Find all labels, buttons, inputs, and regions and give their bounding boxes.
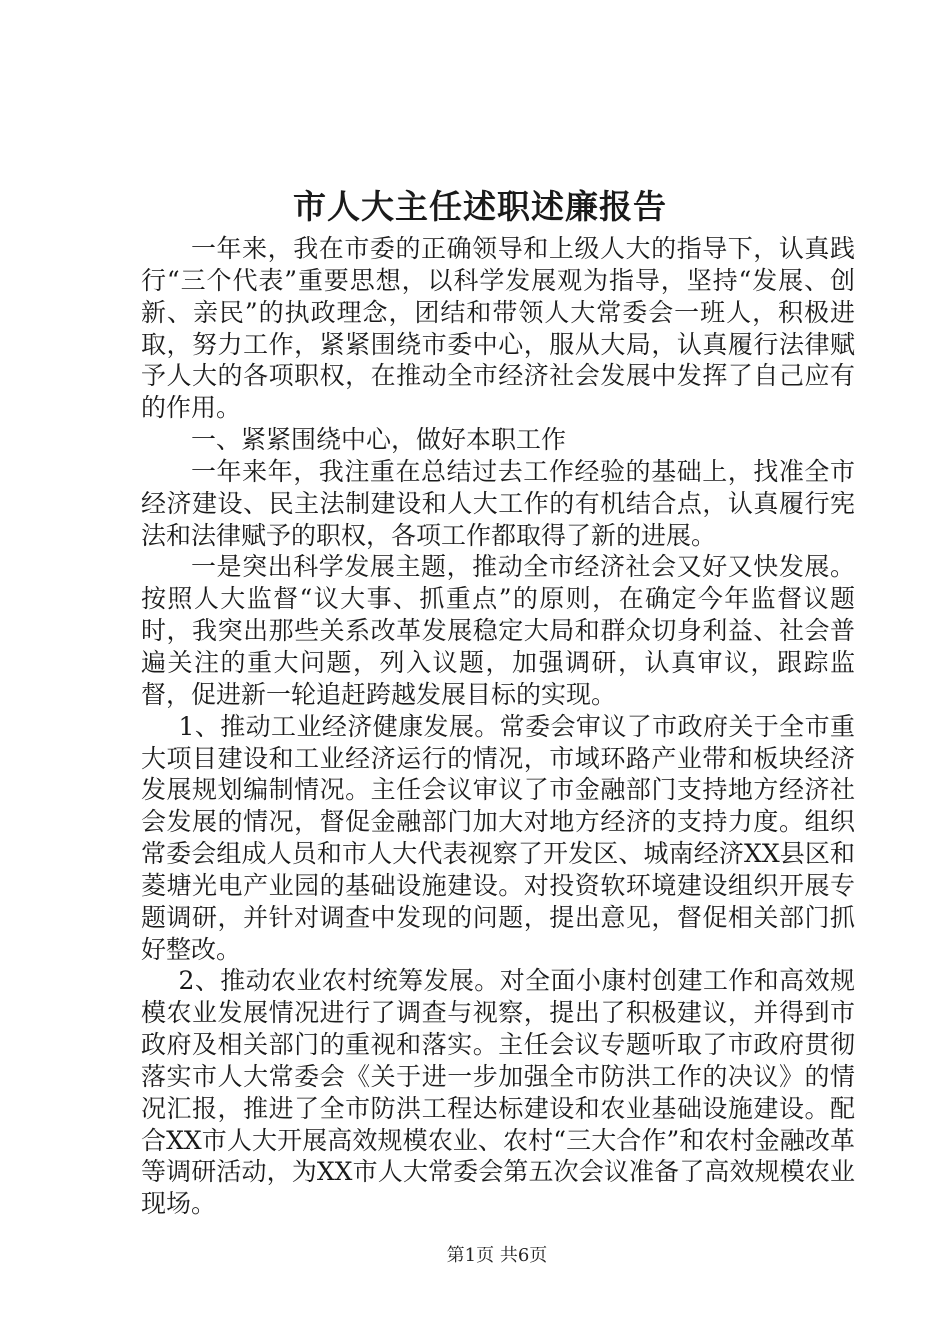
paragraph-section-1-summary: 一年来年，我注重在总结过去工作经验的基础上，找准全市经济建设、民主法制建设和人大工作的有机结合点，认真履行宪法和法律赋予的职权，各项工作都取得了新的进展。	[141, 456, 855, 550]
section-heading-1: 一、紧紧围绕中心，做好本职工作	[191, 425, 567, 455]
paragraph-intro: 一年来，我在市委的正确领导和上级人大的指导下，认真践行“三个代表”重要思想，以科学发展观为指导，坚持“发展、创新、亲民”的执政理念，团结和带领人大常委会一班人，积极进取，努力工作，紧紧围绕市委中心，服从大局，认真履行法律赋予人大的各项职权，在推动全市经济社会发展中发挥了自己应有的作用。	[141, 234, 855, 423]
paragraph-item-1: 1、推动工业经济健康发展。常委会审议了市政府关于全市重大项目建设和工业经济运行的情况，市域环路产业带和板块经济发展规划编制情况。主任会议审议了市金融部门支持地方经济社会发展的情况，督促金融部门加大对地方经济的支持力度。组织常委会组成人员和市人大代表视察了开发区、城南经济XX县区和菱塘光电产业园的基础设施建设。对投资软环境建设组织开展专题调研，并针对调查中发现的问题，提出意见，督促相关部门抓好整改。	[141, 711, 855, 964]
document-title: 市人大主任述职述廉报告	[293, 187, 667, 226]
page-number-footer: 第1页 共6页	[446, 1245, 548, 1266]
paragraph-item-2: 2、推动农业农村统筹发展。对全面小康村创建工作和高效规模农业发展情况进行了调查与视察，提出了积极建议，并得到市政府及相关部门的重视和落实。主任会议专题听取了市政府贯彻落实市人大常委会《关于进一步加强全市防洪工作的决议》的情况汇报，推进了全市防洪工程达标建设和农业基础设施建设。配合XX市人大开展高效规模农业、农村“三大合作”和农村金融改革等调研活动，为XX市人大常委会第五次会议准备了高效规模农业现场。	[141, 966, 855, 1219]
paragraph-point-1: 一是突出科学发展主题，推动全市经济社会又好又快发展。按照人大监督“议大事、抓重点”的原则，在确定今年监督议题时，我突出那些关系改革发展稳定大局和群众切身利益、社会普遍关注的重大问题，列入议题，加强调研，认真审议，跟踪监督，促进新一轮追赶跨越发展目标的实现。	[141, 552, 855, 709]
document-body	[141, 233, 855, 1220]
